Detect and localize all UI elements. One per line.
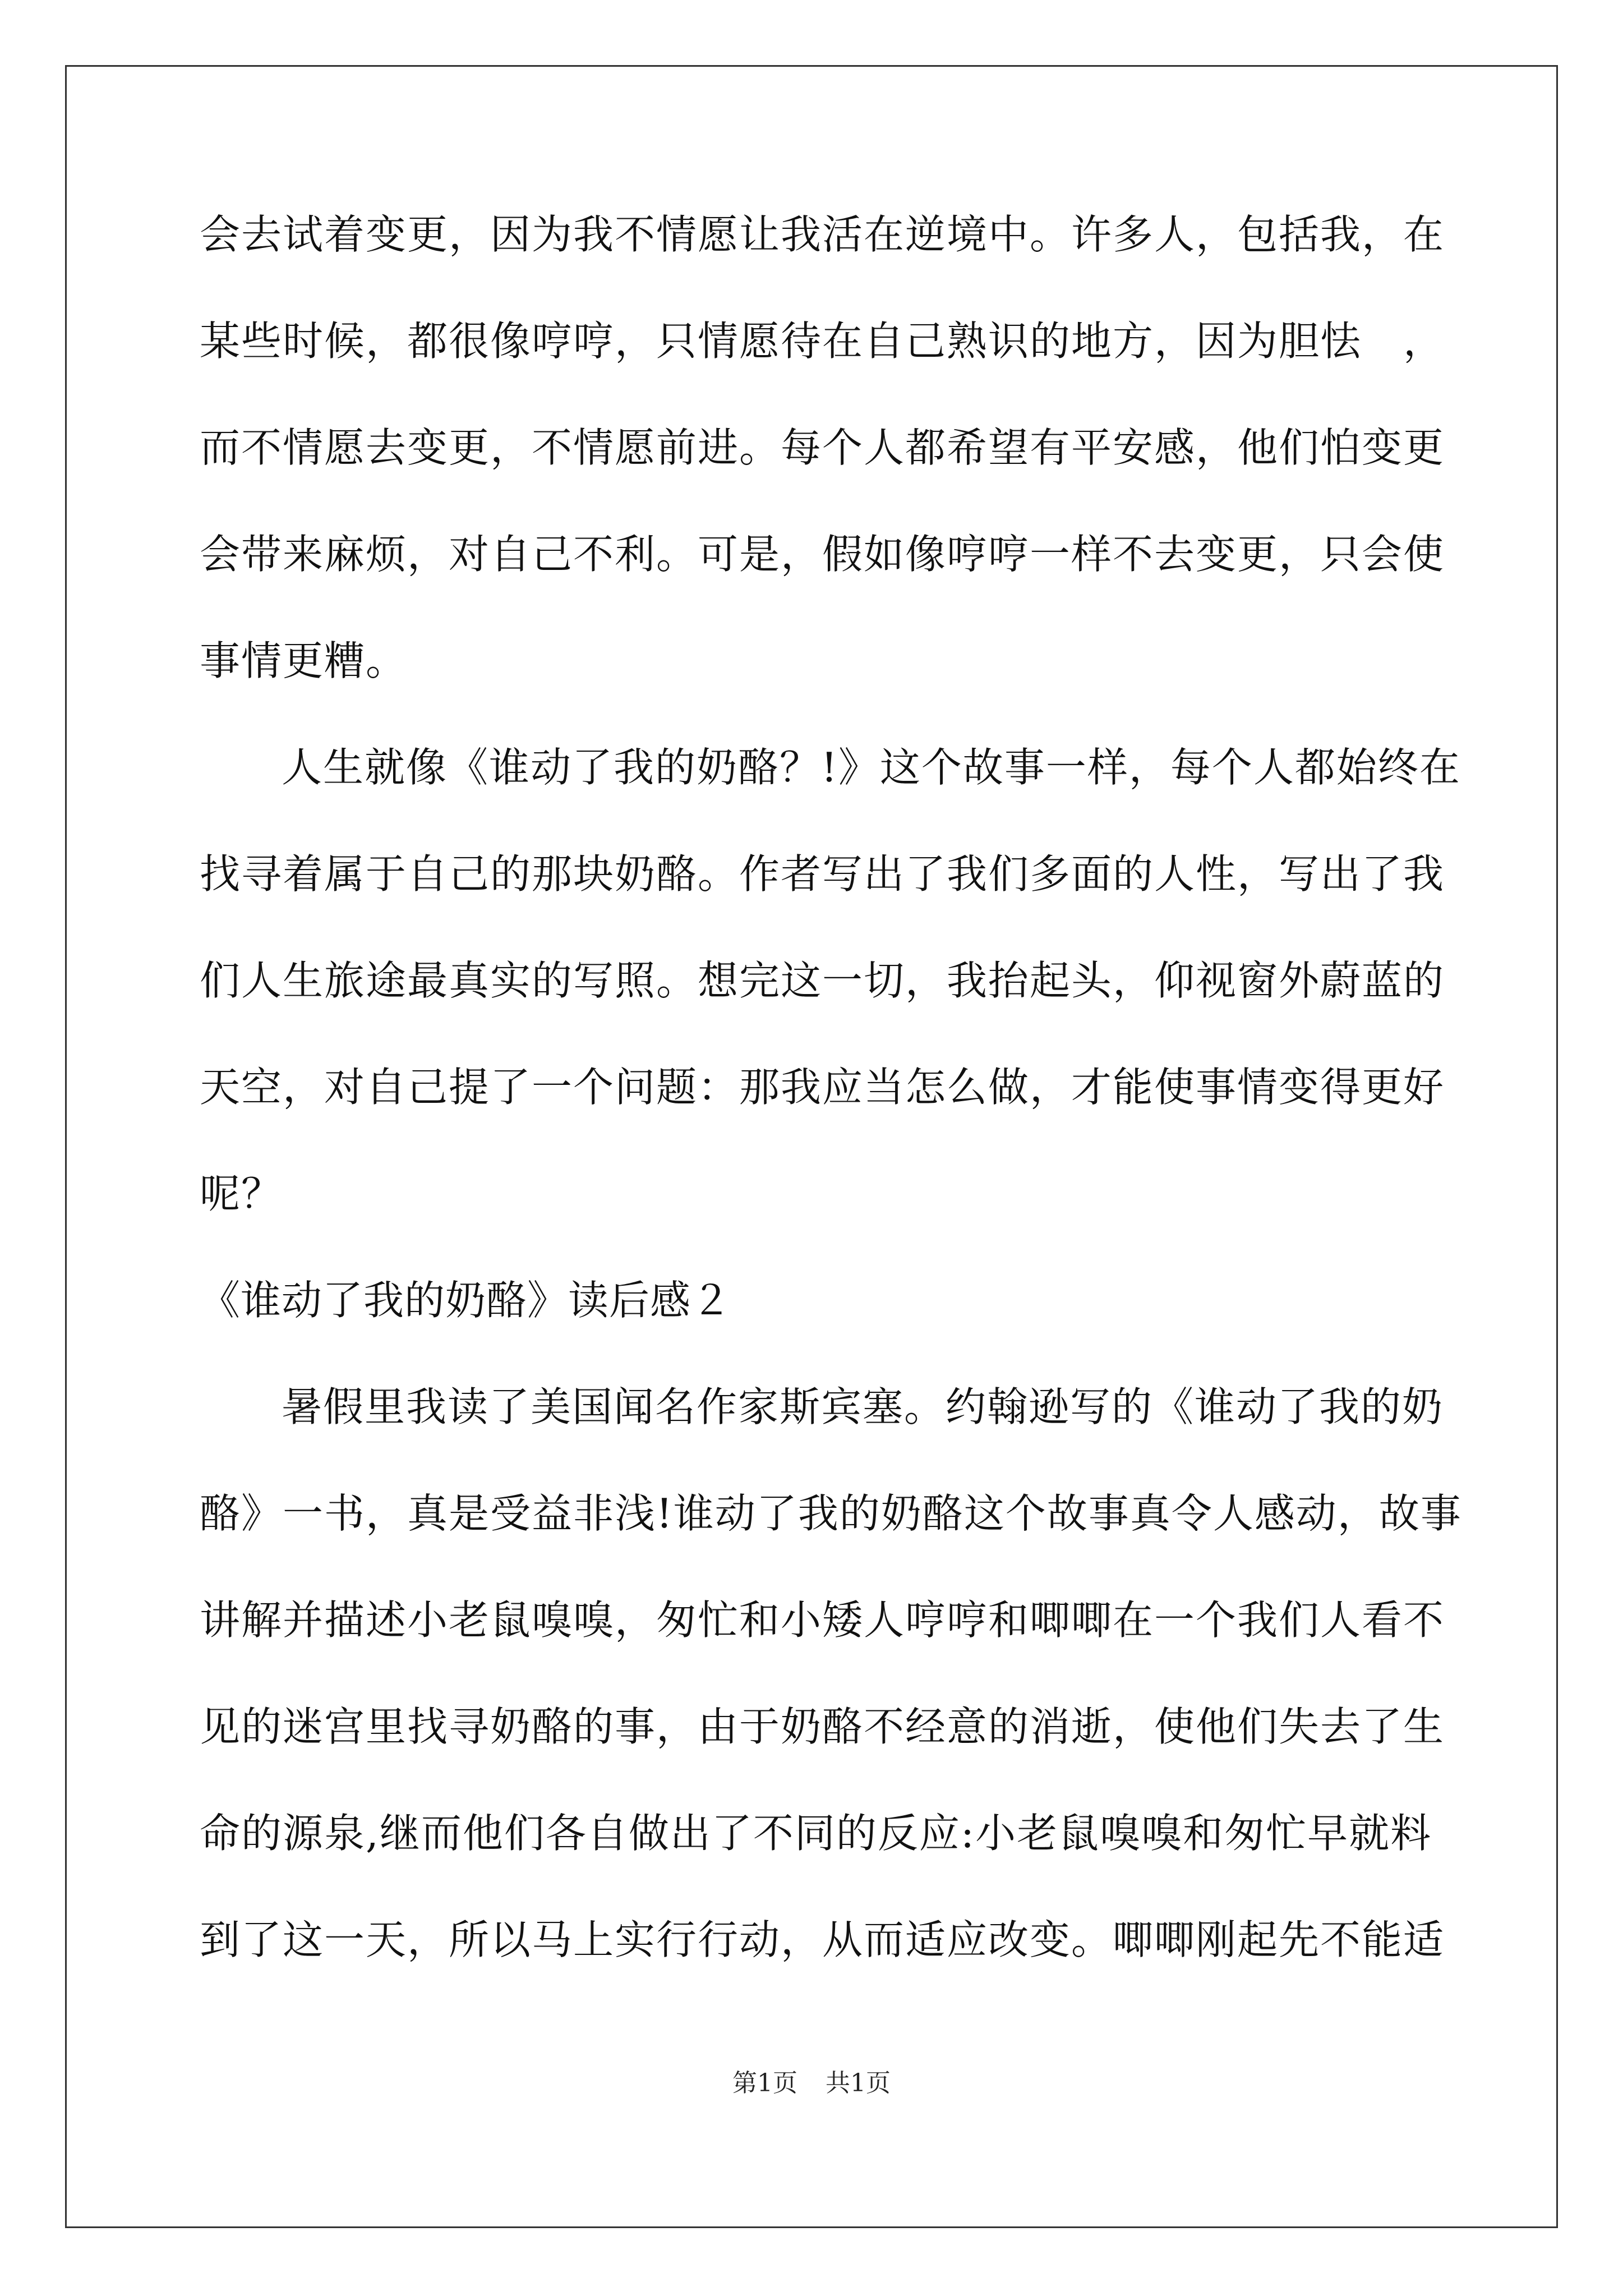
document-body xyxy=(200,208,1462,2019)
text-line: 到了这一天，所以马上实行行动，从而适应改变。唧唧刚起先不能适 xyxy=(200,1916,1445,1963)
text-line: 命的源泉,继而他们各自做出了不同的反应:小老鼠嗅嗅和匆忙早就料 xyxy=(200,1810,1432,1857)
text-line: 讲解并描述小老鼠嗅嗅，匆忙和小矮人哼哼和唧唧在一个我们人看不 xyxy=(200,1596,1445,1644)
text-line: 事情更糟。 xyxy=(200,637,408,684)
page-footer xyxy=(0,2067,1623,2100)
section-heading: 《谁动了我的奶酪》读后感２ xyxy=(200,1277,732,1324)
text-line: 而不情愿去变更，不情愿前进。每个人都希望有平安感，他们怕变更 xyxy=(200,424,1445,471)
text-line: 见的迷宫里找寻奶酪的事，由于奶酪不经意的消逝，使他们失去了生 xyxy=(200,1703,1445,1750)
page-number: 第1页 xyxy=(732,2069,797,2097)
text-line: 会去试着变更，因为我不情愿让我活在逆境中。许多人，包括我，在 xyxy=(200,211,1445,258)
text-line: 呢？ xyxy=(200,1170,283,1217)
page-total: 共1页 xyxy=(826,2069,891,2097)
text-line: 天空，对自己提了一个问题：那我应当怎么做，才能使事情变得更好 xyxy=(200,1064,1445,1111)
text-line: 暑假里我读了美国闻名作家斯宾塞。约翰逊写的《谁动了我的奶 xyxy=(282,1383,1444,1430)
text-line: 酪》一书，真是受益非浅!谁动了我的奶酪这个故事真令人感动，故事 xyxy=(200,1490,1462,1537)
text-line: 会带来麻烦，对自己不利。可是，假如像哼哼一样不去变更，只会使 xyxy=(200,531,1445,578)
text-line: 们人生旅途最真实的写照。想完这一切，我抬起头，仰视窗外蔚蓝的 xyxy=(200,957,1445,1004)
text-line: 找寻着属于自己的那块奶酪。作者写出了我们多面的人性，写出了我 xyxy=(200,850,1445,898)
text-line: 某些时候，都很像哼哼，只情愿待在自己熟识的地方，因为胆怯 ， xyxy=(200,318,1445,365)
text-line: 人生就像《谁动了我的奶酪？!》这个故事一样，每个人都始终在 xyxy=(282,744,1461,791)
